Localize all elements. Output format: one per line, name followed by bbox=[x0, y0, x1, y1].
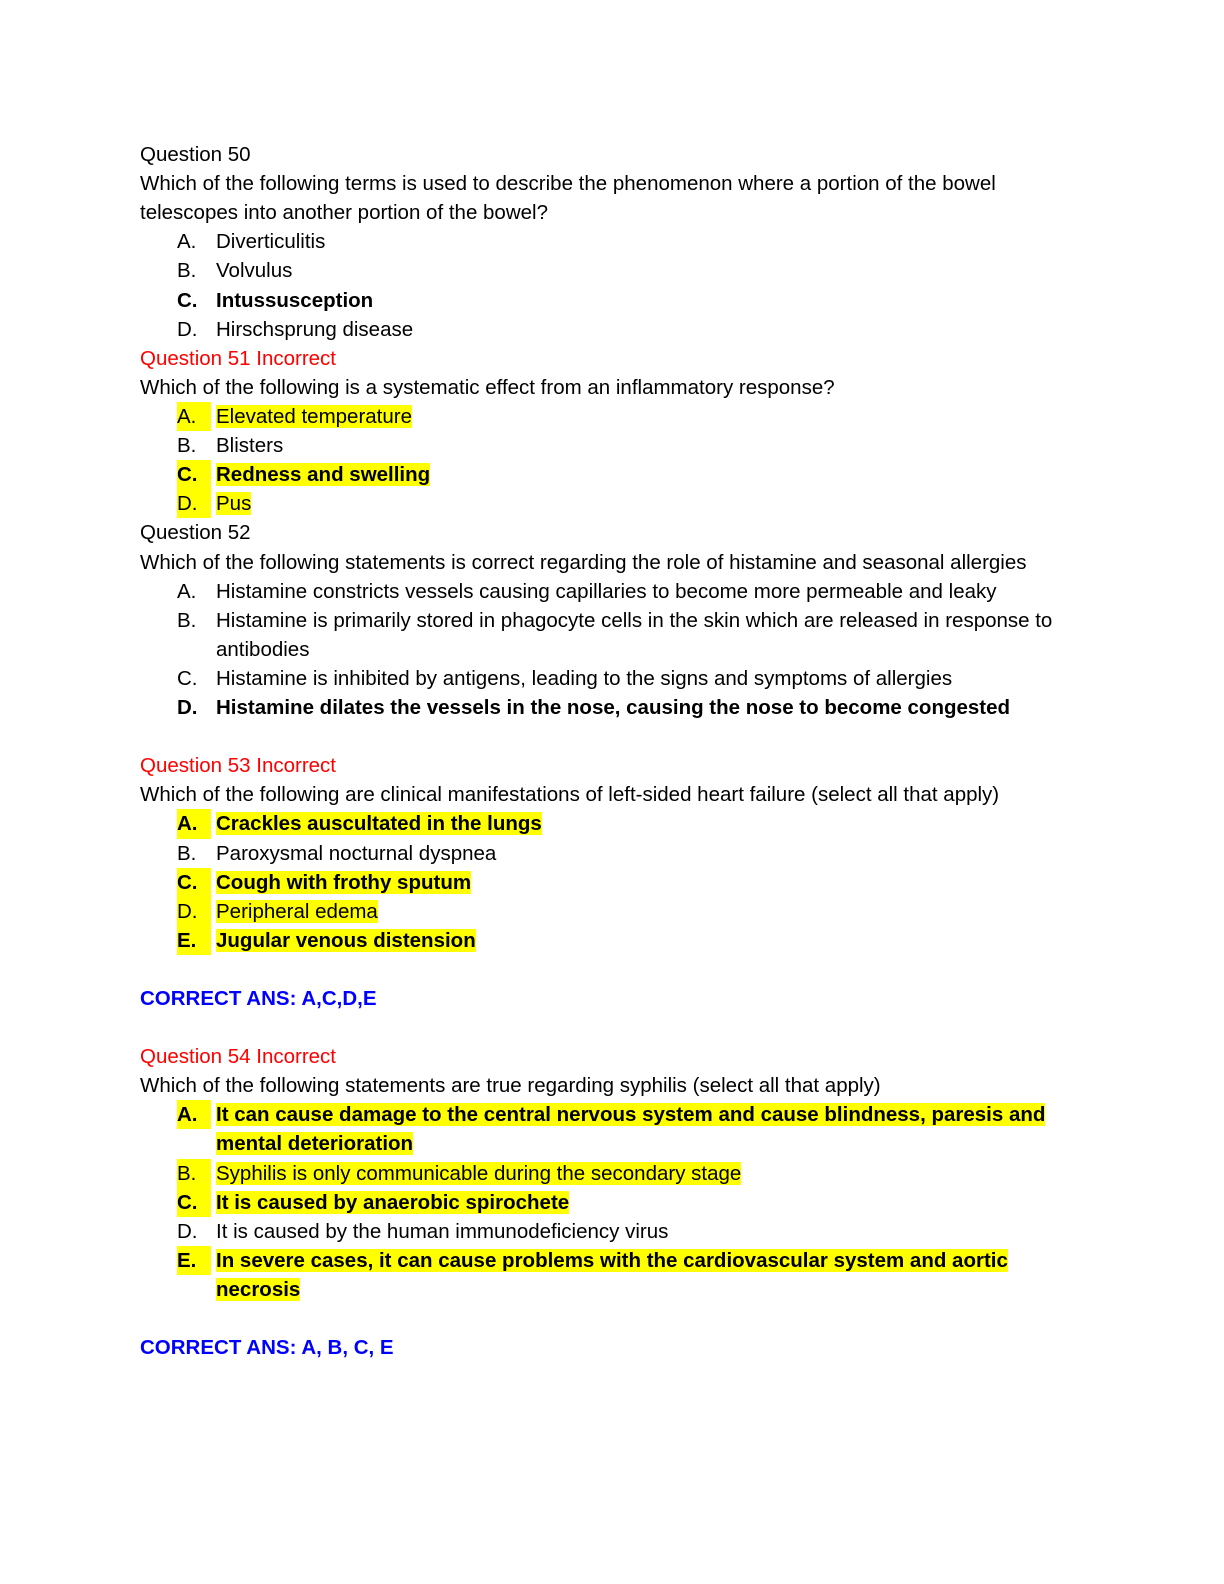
choice-item[interactable] bbox=[140, 431, 1084, 460]
choice-text: Diverticulitis bbox=[216, 230, 326, 254]
choice-label: B. bbox=[177, 841, 197, 865]
choice-text: Redness and swelling bbox=[216, 463, 431, 487]
choice-text: Hirschsprung disease bbox=[216, 317, 414, 341]
choice-label: C. bbox=[177, 288, 198, 312]
choice-item[interactable] bbox=[140, 227, 1084, 256]
choice-item[interactable] bbox=[140, 693, 1084, 722]
spacer bbox=[140, 1013, 1084, 1042]
question-stem: Which of the following is a systematic effect from an inflammatory response? bbox=[140, 375, 835, 399]
choice-label: C. bbox=[177, 1188, 211, 1217]
choice-item[interactable] bbox=[140, 256, 1084, 285]
question-block bbox=[140, 751, 1084, 1042]
choice-label: A. bbox=[177, 809, 211, 838]
choice-label: D. bbox=[177, 897, 211, 926]
choice-item[interactable] bbox=[140, 606, 1084, 664]
choice-label: A. bbox=[177, 579, 197, 603]
choice-text: Syphilis is only communicable during the secondary stage bbox=[216, 1161, 742, 1185]
choice-item[interactable] bbox=[140, 809, 1084, 838]
choice-item[interactable] bbox=[140, 460, 1084, 489]
choice-text: Peripheral edema bbox=[216, 899, 378, 923]
question-block bbox=[140, 1042, 1084, 1391]
choice-text: It is caused by anaerobic spirochete bbox=[216, 1190, 570, 1214]
choice-text: In severe cases, it can cause problems with the cardiovascular system and aortic necrosis bbox=[216, 1248, 1008, 1301]
question-stem: Which of the following are clinical manifestations of left-sided heart failure (select all that apply) bbox=[140, 783, 1000, 807]
choice-label: D. bbox=[177, 317, 198, 341]
question-block bbox=[140, 344, 1084, 519]
question-list bbox=[140, 140, 1084, 1391]
choice-list bbox=[140, 227, 1084, 343]
question-stem: Which of the following statements are true regarding syphilis (select all that apply) bbox=[140, 1074, 881, 1098]
choice-text: Paroxysmal nocturnal dyspnea bbox=[216, 841, 497, 865]
choice-text: Histamine dilates the vessels in the nose, causing the nose to become congested bbox=[216, 696, 1011, 720]
choice-label: A. bbox=[177, 402, 211, 431]
choice-item[interactable] bbox=[140, 402, 1084, 431]
choice-text: Intussusception bbox=[216, 288, 374, 312]
choice-item[interactable] bbox=[140, 926, 1084, 955]
spacer bbox=[140, 1362, 1084, 1391]
choice-label: A. bbox=[177, 230, 197, 254]
choice-list bbox=[140, 402, 1084, 518]
choice-item[interactable] bbox=[140, 839, 1084, 868]
choice-label: C. bbox=[177, 868, 211, 897]
question-heading: Question 51 Incorrect bbox=[140, 346, 336, 370]
choice-text: Histamine is inhibited by antigens, leading to the signs and symptoms of allergies bbox=[216, 666, 953, 690]
question-stem: Which of the following statements is correct regarding the role of histamine and seasonal allergies bbox=[140, 550, 1027, 574]
question-heading: Question 52 bbox=[140, 521, 251, 545]
question-block bbox=[140, 140, 1084, 344]
choice-item[interactable] bbox=[140, 1188, 1084, 1217]
question-stem: Which of the following terms is used to describe the phenomenon where a portion of the bowel telescopes into another portion of the bowel? bbox=[140, 172, 996, 225]
choice-label: D. bbox=[177, 696, 198, 720]
choice-text: Blisters bbox=[216, 434, 284, 458]
choice-label: C. bbox=[177, 666, 198, 690]
spacer bbox=[140, 722, 1084, 751]
choice-text: Histamine constricts vessels causing capillaries to become more permeable and leaky bbox=[216, 579, 997, 603]
choice-item[interactable] bbox=[140, 286, 1084, 315]
choice-label: E. bbox=[177, 1246, 211, 1275]
choice-item[interactable] bbox=[140, 489, 1084, 518]
choice-item[interactable] bbox=[140, 577, 1084, 606]
choice-text: Crackles auscultated in the lungs bbox=[216, 812, 542, 836]
correct-answer: CORRECT ANS: A, B, C, E bbox=[140, 1336, 394, 1360]
spacer bbox=[140, 1304, 1084, 1333]
choice-label: A. bbox=[177, 1100, 211, 1129]
choice-item[interactable] bbox=[140, 1217, 1084, 1246]
question-heading: Question 50 bbox=[140, 143, 251, 166]
choice-label: E. bbox=[177, 926, 211, 955]
choice-label: D. bbox=[177, 489, 211, 518]
choice-text: It can cause damage to the central nervous system and cause blindness, paresis and mental deterioration bbox=[216, 1103, 1046, 1156]
choice-item[interactable] bbox=[140, 1246, 1084, 1304]
choice-item[interactable] bbox=[140, 315, 1084, 344]
choice-text: Elevated temperature bbox=[216, 404, 413, 428]
choice-label: C. bbox=[177, 460, 211, 489]
choice-text: It is caused by the human immunodeficiency virus bbox=[216, 1219, 669, 1243]
choice-text: Volvulus bbox=[216, 259, 293, 283]
choice-text: Histamine is primarily stored in phagocyte cells in the skin which are released in response to antibodies bbox=[216, 608, 1053, 661]
question-heading: Question 53 Incorrect bbox=[140, 754, 336, 778]
correct-answer: CORRECT ANS: A,C,D,E bbox=[140, 986, 377, 1010]
choice-label: B. bbox=[177, 608, 197, 632]
choice-text: Jugular venous distension bbox=[216, 928, 476, 952]
choice-text: Cough with frothy sputum bbox=[216, 870, 472, 894]
choice-label: B. bbox=[177, 1159, 211, 1188]
choice-label: D. bbox=[177, 1219, 198, 1243]
choice-item[interactable] bbox=[140, 868, 1084, 897]
question-block bbox=[140, 518, 1084, 751]
choice-label: B. bbox=[177, 434, 197, 458]
choice-item[interactable] bbox=[140, 664, 1084, 693]
choice-list bbox=[140, 1100, 1084, 1304]
choice-list bbox=[140, 809, 1084, 955]
choice-item[interactable] bbox=[140, 1159, 1084, 1188]
choice-item[interactable] bbox=[140, 897, 1084, 926]
choice-list bbox=[140, 577, 1084, 723]
choice-text: Pus bbox=[216, 492, 252, 516]
spacer bbox=[140, 955, 1084, 984]
choice-label: B. bbox=[177, 259, 197, 283]
choice-item[interactable] bbox=[140, 1100, 1084, 1158]
question-heading: Question 54 Incorrect bbox=[140, 1045, 336, 1069]
